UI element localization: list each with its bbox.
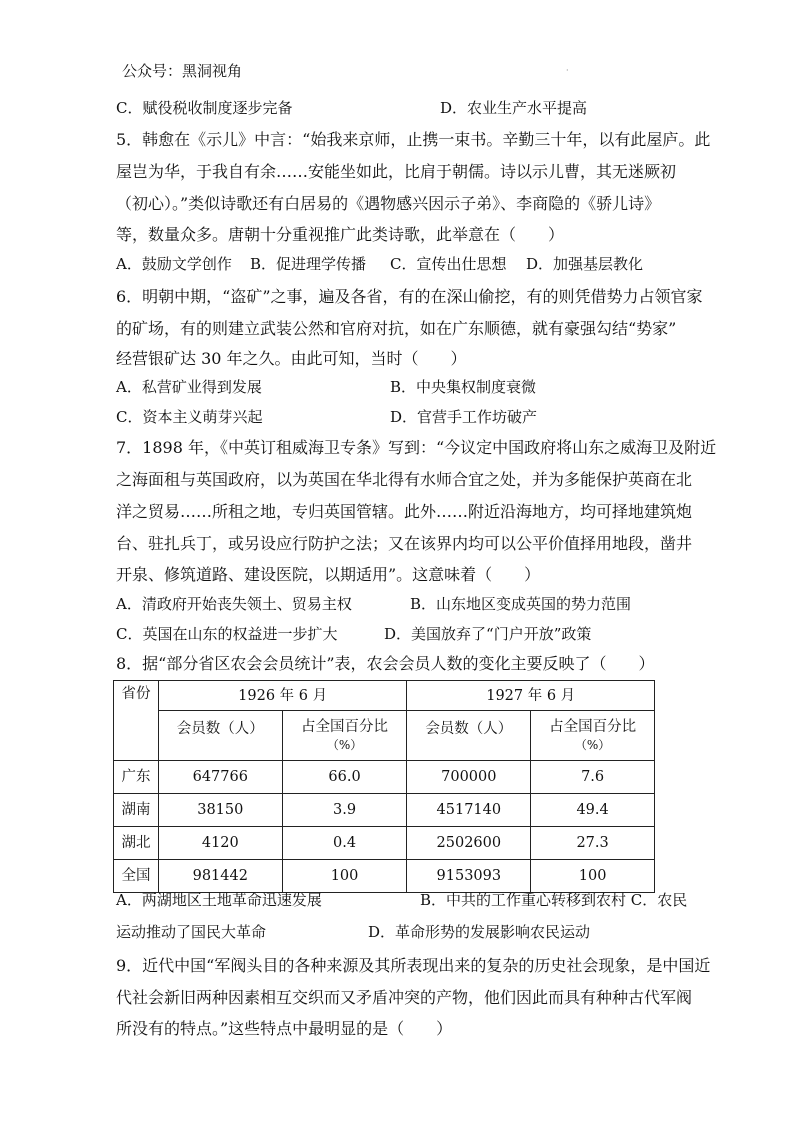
table-header-row-columns <box>114 711 655 761</box>
percent-1926-cell: 3.9 <box>282 794 407 827</box>
q8-stem: 8．据“部分省区农会会员统计”表，农会会员人数的变化主要反映了（ ） <box>116 654 655 673</box>
percent-1927-cell: 27.3 <box>531 827 655 860</box>
table-row <box>114 794 655 827</box>
q7-stem-line-4: 台、驻扎兵丁，或另设应行防护之法；又在该界内均可以公平价值择用地段，凿井 <box>116 534 693 553</box>
q7-stem-line-3: 洋之贸易……所租之地，专归英国管辖。此外……附近沿海地方，均可择地建筑炮 <box>116 502 693 521</box>
q5-option-a: A．鼓励文学创作 <box>116 255 232 273</box>
table-row <box>114 827 655 860</box>
table-year-1926: 1926 年 6 月 <box>158 681 407 711</box>
members-1926-cell: 647766 <box>158 761 282 794</box>
province-cell: 湖北 <box>114 827 159 860</box>
table-col-percent-1927 <box>531 711 655 761</box>
q5-stem-line-3: （初心）。”类似诗歌还有白居易的《遇物感兴因示子弟》、李商隐的《骄儿诗》 <box>116 194 661 213</box>
q7-option-c: C．英国在山东的权益进一步扩大 <box>116 625 338 643</box>
farmer-association-table <box>113 680 655 893</box>
members-1927-cell: 2502600 <box>407 827 531 860</box>
q7-option-d: D．美国放弃了“门户开放”政策 <box>384 625 592 643</box>
members-1927-cell: 700000 <box>407 761 531 794</box>
percent-1927-cell: 100 <box>531 860 655 893</box>
q8-option-a: A．两湖地区土地革命迅速发展 <box>116 891 322 909</box>
q4-option-c: C．赋役税收制度逐步完备 <box>116 99 293 117</box>
watermark-text: 公众号：黑洞视角 <box>122 62 243 80</box>
province-cell: 湖南 <box>114 794 159 827</box>
table-col-members-1927 <box>407 711 531 761</box>
percent-1926-cell: 0.4 <box>282 827 407 860</box>
percent-1926-cell: 100 <box>282 860 407 893</box>
q7-option-a: A．清政府开始丧失领土、贸易主权 <box>116 595 352 613</box>
q7-stem-line-5: 开泉、修筑道路、建设医院，以期适用”。这意味着（ ） <box>116 565 541 584</box>
province-cell: 全国 <box>114 860 159 893</box>
q8-option-c-continued: 运动推动了国民大革命 <box>116 923 267 941</box>
q9-stem-line-3: 所没有的特点。”这些特点中最明显的是（ ） <box>116 1019 453 1038</box>
col-percent-label: 占全国百分比 <box>301 718 389 735</box>
q5-stem-line-1: 5．韩愈在《示儿》中言：“始我来京师，止携一束书。辛勤三十年，以有此屋庐。此 <box>116 130 711 149</box>
members-1926-cell: 981442 <box>158 860 282 893</box>
col-members-label: 会员数（人） <box>425 720 513 737</box>
q6-option-a: A．私营矿业得到发展 <box>116 378 262 396</box>
table-header-row-years <box>114 681 655 711</box>
q6-option-b: B．中央集权制度衰微 <box>390 378 537 396</box>
table-row <box>114 860 655 893</box>
q6-stem-line-3: 经营银矿达 30 年之久。由此可知，当时（ ） <box>116 349 467 368</box>
q8-option-b-c: B．中共的工作重心转移到农村 C．农民 <box>420 891 688 909</box>
table-corner-cell: 省份 <box>114 681 159 761</box>
q6-option-c: C．资本主义萌芽兴起 <box>116 408 263 426</box>
members-1926-cell: 4120 <box>158 827 282 860</box>
col-percent-unit: （%） <box>574 737 611 752</box>
q5-stem-line-2: 屋岂为华，于我自有余……安能坐如此，比肩于朝儒。诗以示儿曹，其无迷厥初 <box>116 162 677 181</box>
q5-stem-line-4: 等，数量众多。唐朝十分重视推广此类诗歌，此举意在（ ） <box>116 225 565 244</box>
q5-option-c: C．宣传出仕思想 <box>390 255 507 273</box>
q7-stem-line-2: 之海面租与英国政府，以为英国在华北得有水师合宜之处，并为多能保护英商在北 <box>116 470 693 489</box>
q9-stem-line-2: 代社会新旧两种因素相互交织而又矛盾冲突的产物，他们因此而具有种种古代军阀 <box>116 988 693 1007</box>
q6-stem-line-1: 6．明朝中期，“盗矿”之事，遍及各省，有的在深山偷挖，有的则凭借势力占领官家 <box>116 287 703 306</box>
q8-option-d: D．革命形势的发展影响农民运动 <box>368 923 591 941</box>
q5-option-d: D．加强基层教化 <box>526 255 644 273</box>
percent-1926-cell: 66.0 <box>282 761 407 794</box>
q7-option-b: B．山东地区变成英国的势力范围 <box>410 595 632 613</box>
province-cell: 广东 <box>114 761 159 794</box>
col-percent-label: 占全国百分比 <box>549 718 637 735</box>
q9-stem-line-1: 9．近代中国“军阀头目的各种来源及其所表现出来的复杂的历史社会现象，是中国近 <box>116 956 711 975</box>
col-percent-unit: （%） <box>326 737 363 752</box>
table-col-members-1926 <box>158 711 282 761</box>
members-1927-cell: 9153093 <box>407 860 531 893</box>
table-year-1927: 1927 年 6 月 <box>407 681 655 711</box>
members-1926-cell: 38150 <box>158 794 282 827</box>
q4-option-d: D．农业生产水平提高 <box>440 99 588 117</box>
q7-stem-line-1: 7．1898 年，《中英订租威海卫专条》写到：“今议定中国政府将山东之威海卫及附近 <box>116 438 717 457</box>
percent-1927-cell: 49.4 <box>531 794 655 827</box>
q5-option-b: B．促进理学传播 <box>250 255 367 273</box>
table-row <box>114 761 655 794</box>
scan-speck: · <box>566 66 569 75</box>
percent-1927-cell: 7.6 <box>531 761 655 794</box>
q6-option-d: D．官营手工作坊破产 <box>390 408 538 426</box>
table-col-percent-1926 <box>282 711 407 761</box>
members-1927-cell: 4517140 <box>407 794 531 827</box>
q6-stem-line-2: 的矿场，有的则建立武装公然和官府对抗，如在广东顺德，就有豪强勾结“势家” <box>116 319 677 338</box>
col-members-label: 会员数（人） <box>176 720 264 737</box>
